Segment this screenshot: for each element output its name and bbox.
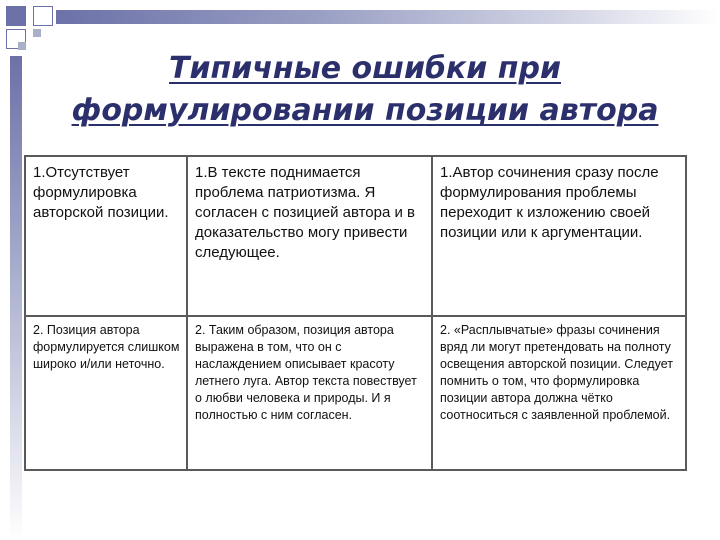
decor-square [6, 6, 26, 26]
decor-top-bar [56, 10, 720, 24]
table-cell: 2. «Расплывчатые» фразы сочинения вряд ли могут претендовать на полноту освещения авторской позиции. Следует помнить о том, что формулировка позиции автора должна чётко соотноситься с заявленной проблемой. [432, 316, 686, 470]
slide-title-line2: формулировании позиции автора [71, 93, 659, 128]
slide-title [40, 48, 690, 132]
table-row [25, 316, 686, 470]
slide-title-line1: Типичные ошибки при [169, 51, 561, 86]
decor-square [33, 6, 53, 26]
table-cell: 2. Позиция автора формулируется слишком широко и/или неточно. [25, 316, 187, 470]
decor-square [18, 42, 26, 50]
errors-table [24, 155, 687, 471]
table-cell: 1.Автор сочинения сразу после формулирования проблемы переходит к изложению своей позиции или к аргументации. [432, 156, 686, 316]
table-cell: 1.В тексте поднимается проблема патриотизма. Я согласен с позицией автора и в доказательство могу привести следующее. [187, 156, 432, 316]
table-row [25, 156, 686, 316]
table-cell: 1.Отсутствует формулировка авторской позиции. [25, 156, 187, 316]
table-cell: 2. Таким образом, позиция автора выражена в том, что он с наслаждением описывает красоту летнего луга. Автор текста повествует о любви человека и природы. И я полностью с ним согласен. [187, 316, 432, 470]
decor-square [33, 29, 41, 37]
decor-left-bar [10, 56, 22, 540]
